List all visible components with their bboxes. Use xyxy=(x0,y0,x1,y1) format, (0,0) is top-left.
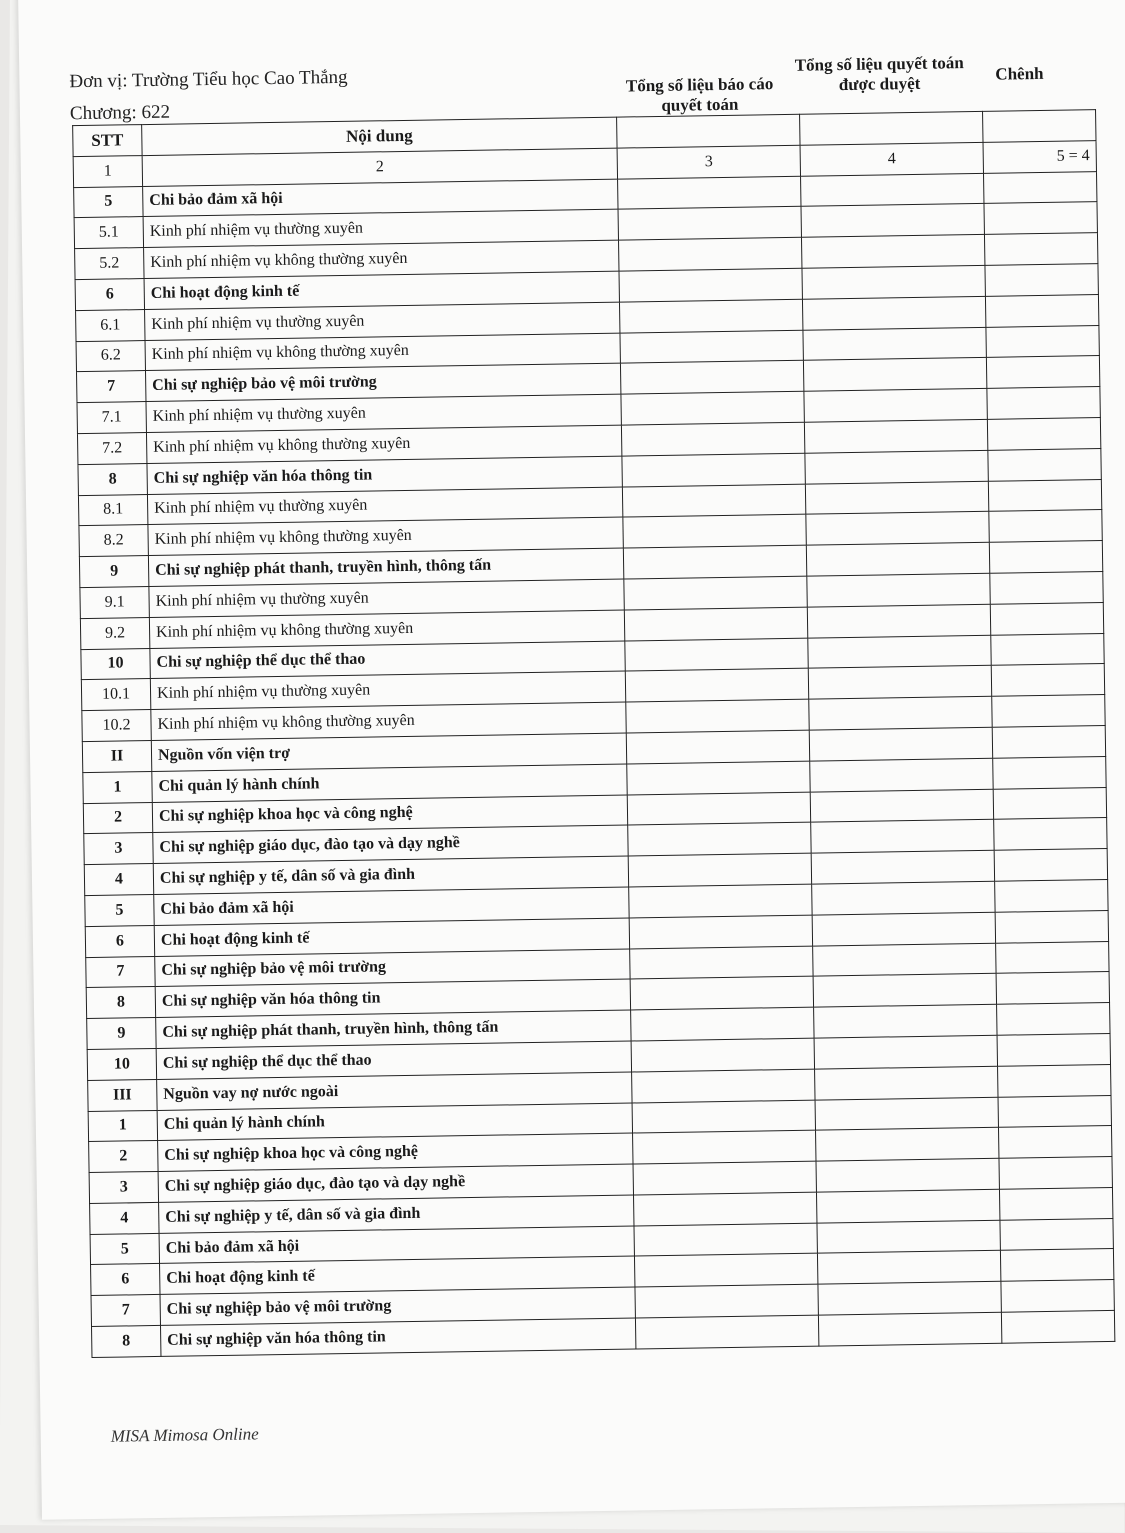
row-reported-value xyxy=(626,699,809,733)
row-content: Kinh phí nhiệm vụ không thường xuyên xyxy=(145,333,620,371)
row-content: Kinh phí nhiệm vụ không thường xuyên xyxy=(149,610,624,648)
row-content: Kinh phí nhiệm vụ thường xuyên xyxy=(145,302,620,340)
row-diff-value xyxy=(997,1033,1110,1066)
row-approved-value xyxy=(816,1158,999,1192)
row-reported-value xyxy=(633,1161,816,1195)
row-stt: 6 xyxy=(91,1264,160,1296)
row-content: Chi sự nghiệp bảo vệ môi trường xyxy=(155,949,630,987)
row-approved-value xyxy=(810,758,993,792)
row-reported-value xyxy=(623,515,806,549)
row-content: Chi hoạt động kinh tế xyxy=(144,271,619,309)
row-diff-value xyxy=(995,879,1108,912)
row-approved-value xyxy=(818,1312,1001,1346)
row-stt: 9 xyxy=(79,556,148,588)
row-diff-value xyxy=(999,1157,1112,1190)
row-diff-value xyxy=(989,510,1102,543)
row-diff-value xyxy=(998,1126,1111,1159)
row-approved-value xyxy=(808,635,991,669)
row-content: Kinh phí nhiệm vụ thường xuyên xyxy=(149,579,624,617)
row-content: Chi sự nghiệp y tế, dân số và gia đình xyxy=(153,856,628,894)
row-diff-value xyxy=(991,633,1104,666)
row-content: Chi sự nghiệp văn hóa thông tin xyxy=(160,1318,635,1356)
row-content: Chi sự nghiệp thể dục thể thao xyxy=(150,641,625,679)
row-reported-value xyxy=(624,576,807,610)
row-stt: 5.1 xyxy=(74,217,143,249)
row-stt: 6.2 xyxy=(76,340,145,372)
row-approved-value xyxy=(803,358,986,392)
row-stt: 9.1 xyxy=(80,586,149,618)
column-number-5: 5 = 4 xyxy=(983,140,1096,173)
row-reported-value xyxy=(626,730,809,764)
row-stt: 8.2 xyxy=(79,525,148,557)
row-stt: 3 xyxy=(84,833,153,865)
row-approved-value xyxy=(812,912,995,946)
content-header: Nội dung xyxy=(142,117,617,155)
table-body xyxy=(74,171,1115,1357)
row-approved-value xyxy=(805,450,988,484)
row-stt: 10 xyxy=(87,1048,156,1080)
row-approved-value xyxy=(803,327,986,361)
row-content: Chi sự nghiệp thể dục thể thao xyxy=(156,1041,631,1079)
row-content: Chi sự nghiệp giáo dục, đào tạo và dạy nghề xyxy=(158,1164,633,1202)
row-diff-value xyxy=(989,541,1102,574)
row-diff-value xyxy=(992,695,1105,728)
row-stt: 7.2 xyxy=(77,433,146,465)
diff-column-heading: Chênh xyxy=(995,63,1044,84)
row-reported-value xyxy=(633,1130,816,1164)
row-content: Kinh phí nhiệm vụ không thường xuyên xyxy=(146,425,621,463)
row-diff-value xyxy=(986,356,1099,389)
row-content: Chi sự nghiệp bảo vệ môi trường xyxy=(145,363,620,401)
column-number-4: 4 xyxy=(800,142,983,176)
row-stt: 5 xyxy=(74,186,143,218)
reported-column-heading: Tổng số liệu báo cáo quyết toán xyxy=(625,74,774,115)
row-content: Nguồn vốn viện trợ xyxy=(151,733,626,771)
row-reported-value xyxy=(618,207,801,241)
row-reported-value xyxy=(634,1223,817,1257)
row-diff-value xyxy=(987,418,1100,451)
row-approved-value xyxy=(801,204,984,238)
row-diff-value xyxy=(983,171,1096,204)
row-stt: 10.1 xyxy=(81,679,150,711)
row-reported-value xyxy=(628,822,811,856)
row-approved-value xyxy=(807,573,990,607)
chapter-code: Chương: 622 xyxy=(69,101,171,125)
row-reported-value xyxy=(623,545,806,579)
row-stt: 6 xyxy=(75,279,144,311)
row-diff-value xyxy=(985,294,1098,327)
row-stt: 6 xyxy=(85,925,154,957)
row-approved-value xyxy=(813,943,996,977)
row-content: Kinh phí nhiệm vụ thường xuyên xyxy=(147,487,622,525)
row-content: Kinh phí nhiệm vụ thường xuyên xyxy=(143,209,618,247)
row-diff-value xyxy=(1000,1218,1113,1251)
row-stt: 4 xyxy=(90,1202,159,1234)
row-stt: III xyxy=(88,1079,157,1111)
document-page xyxy=(18,0,1125,1520)
row-diff-value xyxy=(994,849,1107,882)
row-approved-value xyxy=(806,542,989,576)
row-approved-value xyxy=(801,173,984,207)
row-diff-value xyxy=(988,479,1101,512)
row-stt: 5 xyxy=(85,894,154,926)
row-reported-value xyxy=(632,1100,815,1134)
row-approved-value xyxy=(801,235,984,269)
row-content: Chi sự nghiệp y tế, dân số và gia đình xyxy=(159,1195,634,1233)
row-diff-value xyxy=(998,1064,1111,1097)
row-approved-value xyxy=(805,481,988,515)
row-content: Kinh phí nhiệm vụ thường xuyên xyxy=(146,394,621,432)
row-content: Chi bảo đảm xã hội xyxy=(143,179,618,217)
row-content: Chi sự nghiệp văn hóa thông tin xyxy=(155,979,630,1017)
row-stt: 4 xyxy=(84,864,153,896)
row-reported-value xyxy=(634,1254,817,1288)
row-reported-value xyxy=(625,638,808,672)
row-content: Chi sự nghiệp phát thanh, truyền hình, thông tấn xyxy=(156,1010,631,1048)
unit-name: Đơn vị: Trường Tiểu học Cao Thắng xyxy=(69,66,348,93)
row-stt: 5 xyxy=(90,1233,159,1265)
row-stt: 7.1 xyxy=(77,402,146,434)
row-stt: 9.2 xyxy=(80,617,149,649)
row-approved-value xyxy=(813,974,996,1008)
row-content: Kinh phí nhiệm vụ không thường xuyên xyxy=(144,240,619,278)
row-content: Chi quản lý hành chính xyxy=(152,764,627,802)
row-diff-value xyxy=(997,1003,1110,1036)
row-diff-value xyxy=(1001,1280,1114,1313)
row-diff-value xyxy=(987,387,1100,420)
approved-column-heading: Tổng số liệu quyết toán được duyệt xyxy=(794,53,964,95)
row-diff-value xyxy=(1000,1249,1113,1282)
row-reported-value xyxy=(620,330,803,364)
row-reported-value xyxy=(627,761,810,795)
reported-header-cell xyxy=(617,114,800,148)
row-approved-value xyxy=(811,850,994,884)
row-content: Chi sự nghiệp khoa học và công nghệ xyxy=(158,1133,633,1171)
row-approved-value xyxy=(802,296,985,330)
row-diff-value xyxy=(993,756,1106,789)
row-reported-value xyxy=(630,976,813,1010)
row-approved-value xyxy=(807,604,990,638)
row-diff-value xyxy=(984,202,1097,235)
row-stt: 10 xyxy=(81,648,150,680)
row-approved-value xyxy=(815,1066,998,1100)
row-diff-value xyxy=(991,664,1104,697)
row-diff-value xyxy=(984,233,1097,266)
row-diff-value xyxy=(996,941,1109,974)
row-reported-value xyxy=(629,915,812,949)
row-reported-value xyxy=(619,299,802,333)
stt-header: STT xyxy=(73,125,142,157)
row-stt: 8 xyxy=(78,463,147,495)
row-stt: 7 xyxy=(86,956,155,988)
row-approved-value xyxy=(808,666,991,700)
row-stt: 2 xyxy=(83,802,152,834)
row-approved-value xyxy=(804,389,987,423)
row-content: Chi quản lý hành chính xyxy=(157,1102,632,1140)
row-reported-value xyxy=(622,484,805,518)
row-stt: 7 xyxy=(77,371,146,403)
row-diff-value xyxy=(985,264,1098,297)
row-reported-value xyxy=(621,422,804,456)
row-content: Kinh phí nhiệm vụ không thường xuyên xyxy=(151,702,626,740)
row-content: Chi sự nghiệp khoa học và công nghệ xyxy=(152,795,627,833)
column-number-1: 1 xyxy=(73,155,142,187)
column-number-3: 3 xyxy=(617,145,800,179)
row-stt: 8.1 xyxy=(78,494,147,526)
row-approved-value xyxy=(816,1128,999,1162)
row-stt: 1 xyxy=(88,1110,157,1142)
diff-header-cell xyxy=(983,110,1096,143)
row-approved-value xyxy=(809,696,992,730)
row-stt: 5.2 xyxy=(75,248,144,280)
row-approved-value xyxy=(814,1004,997,1038)
row-reported-value xyxy=(622,453,805,487)
row-approved-value xyxy=(814,1035,997,1069)
approved-header-cell xyxy=(800,111,983,145)
row-diff-value xyxy=(995,910,1108,943)
row-stt: 3 xyxy=(89,1172,158,1204)
row-diff-value xyxy=(990,602,1103,635)
row-reported-value xyxy=(621,391,804,425)
row-diff-value xyxy=(990,571,1103,604)
row-reported-value xyxy=(630,946,813,980)
row-content: Chi sự nghiệp giáo dục, đào tạo và dạy nghề xyxy=(153,825,628,863)
row-stt: 1 xyxy=(83,771,152,803)
row-reported-value xyxy=(634,1192,817,1226)
row-stt: 6.1 xyxy=(76,309,145,341)
row-reported-value xyxy=(635,1315,818,1349)
row-stt: 7 xyxy=(91,1295,160,1327)
row-diff-value xyxy=(992,725,1105,758)
row-approved-value xyxy=(806,512,989,546)
row-content: Kinh phí nhiệm vụ không thường xuyên xyxy=(148,517,623,555)
row-diff-value xyxy=(1001,1311,1114,1344)
row-content: Chi hoạt động kinh tế xyxy=(160,1256,635,1294)
row-stt: 10.2 xyxy=(82,710,151,742)
footer-software-name: MISA Mimosa Online xyxy=(110,1424,259,1446)
row-reported-value xyxy=(632,1069,815,1103)
row-reported-value xyxy=(628,853,811,887)
row-content: Chi bảo đảm xã hội xyxy=(154,887,629,925)
column-number-2: 2 xyxy=(142,148,617,186)
row-content: Chi hoạt động kinh tế xyxy=(154,918,629,956)
row-reported-value xyxy=(618,176,801,210)
settlement-table xyxy=(72,109,1115,1358)
row-reported-value xyxy=(631,1007,814,1041)
row-approved-value xyxy=(815,1097,998,1131)
row-diff-value xyxy=(986,325,1099,358)
row-diff-value xyxy=(996,972,1109,1005)
row-content: Chi sự nghiệp văn hóa thông tin xyxy=(147,456,622,494)
row-reported-value xyxy=(631,1038,814,1072)
row-stt: 8 xyxy=(86,987,155,1019)
row-diff-value xyxy=(998,1095,1111,1128)
row-stt: II xyxy=(82,740,151,772)
row-stt: 9 xyxy=(87,1018,156,1050)
row-approved-value xyxy=(804,419,987,453)
row-approved-value xyxy=(809,727,992,761)
row-content: Chi bảo đảm xã hội xyxy=(159,1226,634,1264)
row-content: Chi sự nghiệp bảo vệ môi trường xyxy=(160,1287,635,1325)
row-stt: 8 xyxy=(92,1326,161,1358)
row-diff-value xyxy=(999,1187,1112,1220)
row-approved-value xyxy=(817,1251,1000,1285)
row-reported-value xyxy=(635,1284,818,1318)
row-approved-value xyxy=(811,820,994,854)
row-diff-value xyxy=(988,448,1101,481)
row-approved-value xyxy=(812,881,995,915)
row-reported-value xyxy=(627,792,810,826)
row-approved-value xyxy=(802,265,985,299)
row-reported-value xyxy=(624,607,807,641)
row-content: Kinh phí nhiệm vụ thường xuyên xyxy=(150,671,625,709)
row-content: Nguồn vay nợ nước ngoài xyxy=(157,1072,632,1110)
row-reported-value xyxy=(619,237,802,271)
row-approved-value xyxy=(817,1220,1000,1254)
row-stt: 2 xyxy=(89,1141,158,1173)
row-reported-value xyxy=(619,268,802,302)
row-approved-value xyxy=(816,1189,999,1223)
row-reported-value xyxy=(629,884,812,918)
row-content: Chi sự nghiệp phát thanh, truyền hình, thông tấn xyxy=(148,548,623,586)
row-reported-value xyxy=(620,361,803,395)
row-reported-value xyxy=(625,669,808,703)
row-approved-value xyxy=(810,789,993,823)
row-approved-value xyxy=(818,1282,1001,1316)
row-diff-value xyxy=(994,818,1107,851)
row-diff-value xyxy=(993,787,1106,820)
